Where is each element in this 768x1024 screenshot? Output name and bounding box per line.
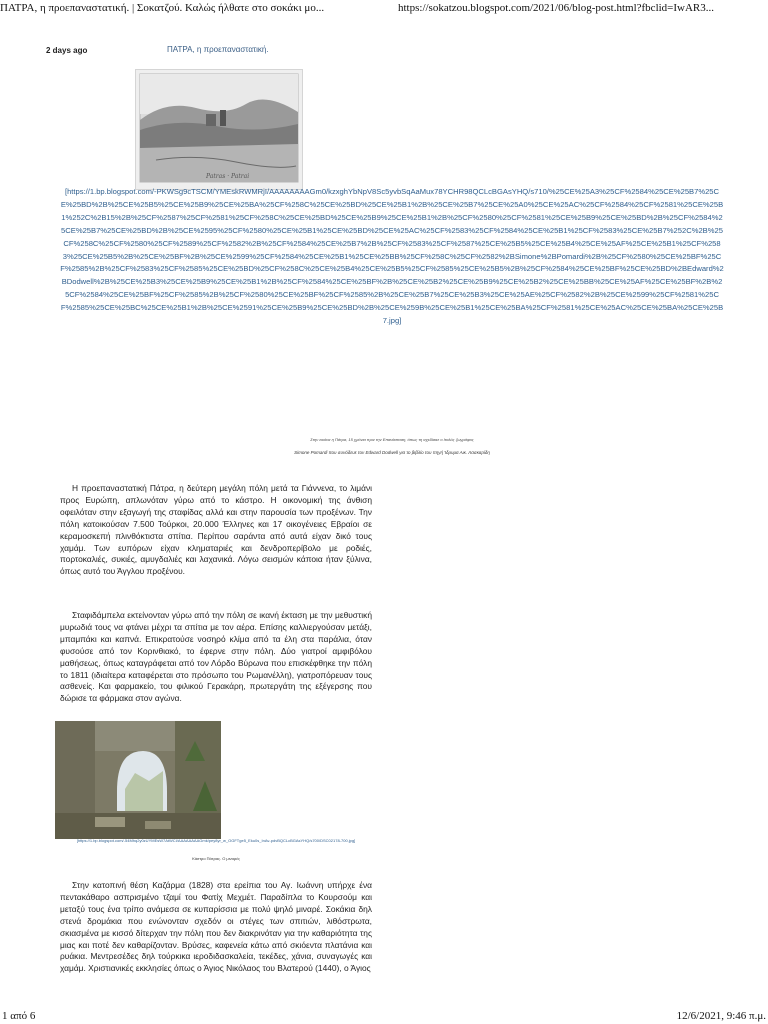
page-number: 1 από 6 <box>2 1010 36 1022</box>
svg-text:Patras · Patrai: Patras · Patrai <box>206 173 250 180</box>
image2-caption: Κάστρο Πάτρας. Ο μιναρές <box>192 856 240 861</box>
image-caption: Simone Pomardi που συνόδευε τον Edward Dodwell για το βιβλίο του πηγή Ίδρυμα Αικ. Λασκαρίδη <box>294 450 490 455</box>
page-title: ΠΑΤΡΑ, η προεπαναστατική. | Σοκατζού. Καλώς ήλθατε στο σοκάκι μο... <box>0 2 325 14</box>
page-url[interactable]: https://sokatzou.blogspot.com/2021/06/blog-post.html?fbclid=IwAR3... <box>398 2 715 14</box>
article-paragraph-1: Η προεπαναστατική Πάτρα, η δεύτερη μεγάλη πόλη μετά τα Γιάννενα, το λιμάνι προς Ευρώπη, απλωνόταν γύρω από το κάστρο. Η οικονομική της άνθιση οφειλόταν στην εξαγωγή της σταφίδας αλλά και στην παρουσία των προξένων. Την πόλη κατοικούσαν 7.500 Τούρκοι, 20.000 Έλληνες και 17 οικογένειες Εβραίοι σε κεραμοσκεπή πλινθόκτιστα σπίτια. Περίπου σαράντα από αυτά είχαν δικό τους χαμάμ. Των ευπόρων είχαν κληματαριές και δενδροπερίβολο με ροδιές, πορτοκαλιές, συκιές, αμυγδαλιές και λαχανικά. Λόγω σεισμών κάποια ήταν ξύλινα, όπως αυτό του Άγγλου προξένου. <box>60 483 372 577</box>
image-url-text[interactable]: [https://1.bp.blogspot.com/-PKWSg9cTSCM/YMEskRWMRjI/AAAAAAAAGm0/kzxghYbNpV8Sc5yvbSqAaMux78YCHR98QCLcBGAsYHQ/s710/%25CE%25A3%25CF%2584%25CE%25B7%25CE%25BD%2B%25CE%25B5%25CE%25B9%25CE%25BA%25CF%258C%25CE%25BD%25CE%25B1%2B%25CE%25B7%25CE%25A0%25CE%25AC%25CF%2584%25CF%2581%25CE%25B1%252C%2B15%2B%25CF%2587%25CF%2581%25CF%258C%25CE%25BD%25CE%25B9%25CE%25B1%2B%25CF%2580%25CF%2581%25CE%25B9%25CE%25BD%2B%25CF%2584%25CE%25B7%25CE%25BD%2B%25CE%2595%25CF%2580%25CE%25B1%25CE%25BD%25CE%25AC%25CF%2583%25CF%2584%25CE%25B1%25CF%2583%25CE%25B7%252C%2B%25CF%258C%25CF%2580%25CF%2589%25CF%2582%2B%25CF%2584%25CE%25B7%2B%25CF%2583%25CF%2587%25CE%25B5%25CE%25B4%25CE%25AF%25CE%25B1%25CF%2583%25CE%25B5%2B%25CE%25BF%2B%25CE%2599%25CF%2584%25CE%25B1%25CE%25BB%25CF%258C%25CF%2582%2BSimone%2BPomardi%2B%25CF%2580%25CE%25BF%25CF%2585%2B%25CF%2583%25CF%2585%25CE%25BD%25CF%258C%25CE%25B4%25CE%25B5%25CF%2585%25CE%25B5%2B%25CF%2584%25CE%25BF%25CE%25BD%2BEdward%2BDodwell%2B%25CE%25B3%25CE%25B9%25CE%25B1%2B%25CF%2584%25CE%25BF%2B%25CE%25B2%25CE%25B9%25CE%25B2%25CE%25BB%25CE%25AF%25CE%25BF%2B%25CF%2584%25CE%25BF%25CF%2585%2B%25CF%2580%25CE%25BF%25CF%2585%2B%25CE%25B7%25CE%25B3%25CE%25AE%25CF%2582%2B%25CE%2599%25CF%2581%25CF%2585%25CE%25BC%25CE%25B1%2B%25CE%2591%25CE%25B9%25CE%25BD%2B%25CE%259B%25CE%25B1%25CE%25BA%25CF%2581%25CE%25AC%25CE%25BA%25CE%25B7.jpg] <box>60 187 724 326</box>
castle-ruins-image[interactable] <box>55 721 221 839</box>
post-date: 2 days ago <box>46 46 88 55</box>
article-paragraph-2: Σταφιδάμπελα εκτείνονταν γύρω από την πόλη σε ικανή έκταση με την μεθυστική μυρωδιά τους να φτάνει μέχρι τα σπίτια με τον αέρα. Επίσης καλλιεργούσαν μετάξι, μπαμπάκι και καπνά. Επικρατούσε νοσηρό κλίμα από τα έλη στα παράλια, όταν φυσούσε από τον Κορινθιακό, το έφερνε στην πόλη. Δύο γιατροί αμφιβόλου μαθήσεως, όπως καταγράφεται από τον Λόρδο Βύρωνα που επισκέφθηκε την πόλη το 1811 (ιδιαίτερα καταφέρεται στο πρόσωπο του Ρωμανέλλη), γιατροπόρευαν τους ασθενείς. Και φαρμακείο, του φιλικού Γερακάρη, πρωτεργάτη της εξέγερσης που δώρισε τα φάρμακα στον αγώνα. <box>60 610 372 704</box>
image2-url-link[interactable]: [https://1.bp.blogspot.com/-54Mhq2y0zUYMEsW7AtWCI/AAAAAAAAGmk/pey8yr_w_OGFTge5_Eku0s_InAv-pdvBQCLcBGAsYHQ/s700/DSC02178-700.jpg] <box>76 838 356 843</box>
image-url-link[interactable] <box>60 186 724 328</box>
image-caption-small: Στην εικόνα η Πάτρα, 15 χρόνια πριν την Επανάσταση, όπως τη σχεδίασε ο Ιταλός ζωγράφος <box>310 437 474 442</box>
post-title-link[interactable]: ΠΑΤΡΑ, η προεπαναστατική. <box>167 45 269 54</box>
article-paragraph-3: Στην κατοπινή θέση Καζάρμα (1828) στα ερείπια του Αγ. Ιωάννη υπήρχε ένα πεντακάθαρο ασπρισμένο τζαμί του Φατίχ Μεχμέτ. Παραδίπλα το Κουρσούμ και μεταξύ τους ένα τρίπο ανάμεσα σε κυπαρίσσια με πολύ ψηλό μιναρέ. Σοκάκια δηλ στενά δρομάκια που ενώνονταν σχεδόν οι στέγες των σπιτιών, λιθόστρωτα, σκιασμένα με κισσό δίτερχαν την πόλη που δεν διακρινόταν για την καθαριότητα της μιας και ποτέ δεν καθαρίζονταν. Βρύσες, καφενεία κάτω από σκιόεντα πλατάνια και ρυάκια. Μεντρεσέδες δηλ τούρκικα ιεροδιδασκαλεία, τεκέδες, χάνια, συναγωγές και χαμάμ. Χριστιανικές εκκλησίες όπως ο Άγιος Νικόλαος του Βλατερού (1440), ο Άγιος <box>60 880 372 974</box>
print-datetime: 12/6/2021, 9:46 π.μ. <box>676 1010 766 1022</box>
patra-engraving-image[interactable] <box>135 69 303 190</box>
